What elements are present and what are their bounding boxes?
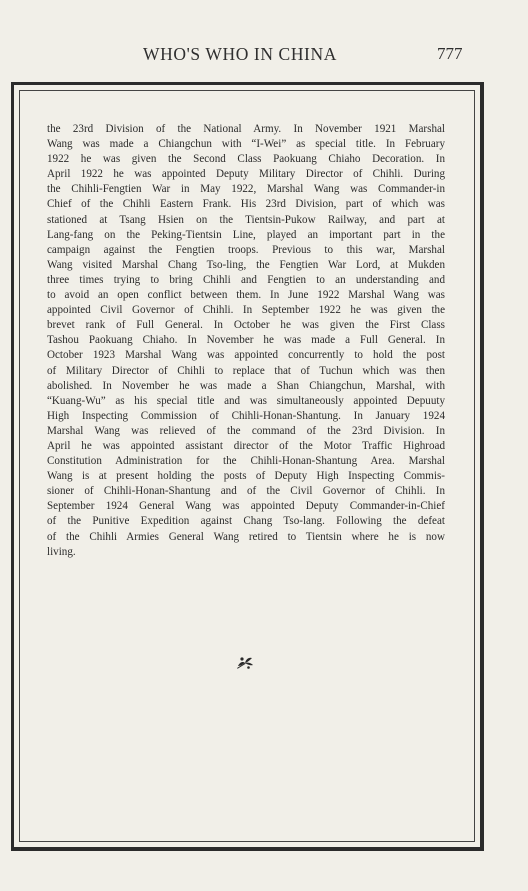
text-line: the 23rd Division of the National Army. In November 1921 Marshal <box>47 123 445 135</box>
fleuron-icon <box>234 652 256 672</box>
text-line: of the Chihli Armies General Wang retired to Tientsin where he is now <box>47 530 445 543</box>
text-line: of the Punitive Expedition against Chang Tso-lang. Following the defeat <box>47 515 445 528</box>
text-line: three times trying to bring Chihli and Fengtien to an understanding and <box>47 273 445 286</box>
text-line: abolished. In November he was made a Shan Chiangchun, Marshal, with <box>47 379 445 392</box>
text-line: April he was appointed assistant director of the Motor Traffic Highroad <box>47 439 445 452</box>
page-number: 777 <box>437 44 463 63</box>
text-line: brevet rank of Full General. In October he was given the First Class <box>47 319 445 332</box>
text-line: stationed at Tsang Hsien on the Tientsin-Pukow Railway, and part at <box>47 213 445 226</box>
text-line: to avoid an open conflict between them. In June 1922 Marshal Wang was <box>47 289 445 302</box>
text-line: sioner of Chihli-Honan-Shantung and of the Civil Governor of Chihli. In <box>47 485 445 498</box>
running-head <box>0 44 528 68</box>
text-line: High Inspecting Commission of Chihli-Honan-Shantung. In January 1924 <box>47 409 445 422</box>
text-line: October 1923 Marshal Wang was appointed concurrently to hold the post <box>47 349 445 362</box>
text-line: Chief of the Chihli Eastern Frank. His 23rd Division, part of which was <box>47 198 445 211</box>
text-line: the Chihli-Fengtien War in May 1922, Marshal Wang was Commander-in <box>47 183 445 196</box>
text-line: Wang was made a Chiangchun with “I-Wei” as special title. In February <box>47 138 445 151</box>
text-line-last: living. <box>47 545 76 558</box>
text-line: Wang visited Marshal Chang Tso-ling, the Fengtien War Lord, at Mukden <box>47 258 445 271</box>
text-line: September 1924 General Wang was appointed Deputy Commander-in-Chief <box>47 500 445 513</box>
text-line: Wang is at present holding the posts of Deputy High Inspecting Commis- <box>47 470 445 483</box>
text-line: Lang-fang on the Peking-Tientsin Line, played an important part in the <box>47 228 445 241</box>
running-title: WHO'S WHO IN CHINA <box>143 44 337 64</box>
text-line: “Kuang-Wu” as his special title and was simultaneously appointed Depuuty <box>47 394 445 407</box>
text-line: Tashou Paokuang Chiaho. In November he was made a Full General. In <box>47 334 445 347</box>
text-line: Constitution Administration for the Chihli-Honan-Shantung Area. Marshal <box>47 455 445 468</box>
text-line: campaign against the Fengtien troops. Previous to this war, Marshal <box>47 243 445 256</box>
text-line: Marshal Wang was relieved of the command of the 23rd Division. In <box>47 424 445 437</box>
text-line: April 1922 he was appointed Deputy Military Director of Chihli. During <box>47 168 445 181</box>
biography-text <box>47 122 445 560</box>
text-line: 1922 he was given the Second Class Paokuang Chiaho Decoration. In <box>47 153 445 166</box>
text-line: appointed Civil Governor of Chihli. In September 1922 he was given the <box>47 304 445 317</box>
text-line: of Military Director of Chihli to replace that of Tuchun which was then <box>47 364 445 377</box>
